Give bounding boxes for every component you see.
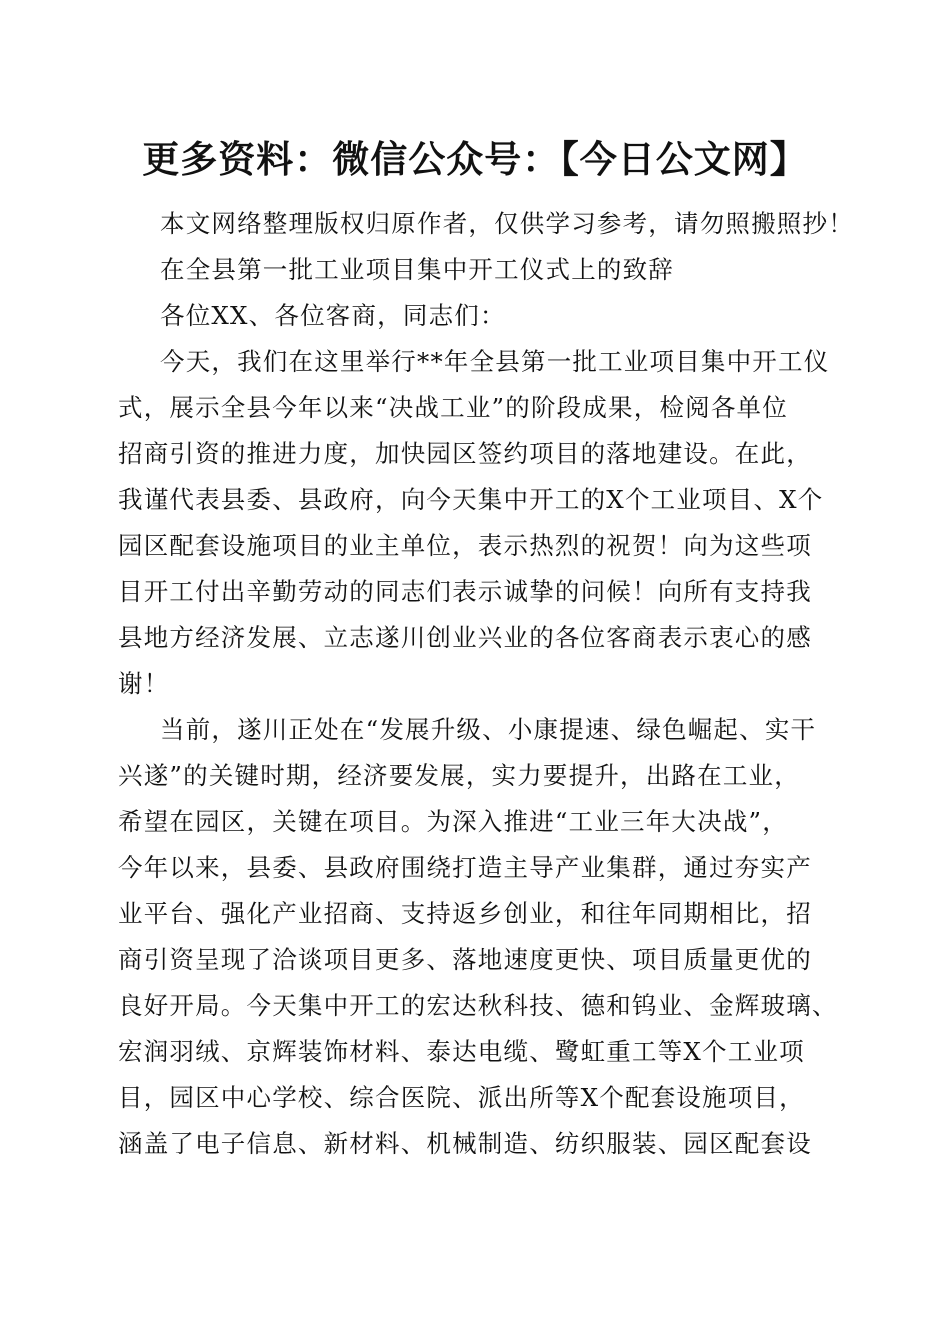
paragraph-line: 我谨代表县委、县政府，向今天集中开工的X个工业项目、X个 — [118, 485, 824, 514]
paragraph-line: 涵盖了电子信息、新材料、机械制造、纺织服装、园区配套设 — [118, 1129, 812, 1158]
paragraph-2 — [118, 707, 838, 1167]
paragraph-1 — [118, 339, 838, 707]
paragraph-line: 宏润羽绒、京辉装饰材料、泰达电缆、鹭虹重工等X个工业项 — [118, 1037, 805, 1066]
paragraph-line: 良好开局。今天集中开工的宏达秋科技、德和钨业、金辉玻璃、 — [118, 991, 838, 1020]
copyright-notice: 本文网络整理版权归原作者，仅供学习参考，请勿照搬照抄！ — [160, 209, 854, 238]
paragraph-line: 式，展示全县今年以来“决战工业”的阶段成果，检阅各单位 — [118, 393, 788, 422]
document-body — [118, 201, 854, 1167]
paragraph-line: 县地方经济发展、立志遂川创业兴业的各位客商表示衷心的感 — [118, 623, 812, 652]
paragraph-line: 兴遂”的关键时期，经济要发展，实力要提升，出路在工业， — [118, 761, 800, 790]
paragraph-line: 希望在园区，关键在项目。为深入推进“工业三年大决战”， — [118, 807, 788, 836]
paragraph-line: 目，园区中心学校、综合医院、派出所等X个配套设施项目， — [118, 1083, 805, 1112]
paragraph-line: 招商引资的推进力度，加快园区签约项目的落地建设。在此， — [118, 439, 812, 468]
page-header-title: 更多资料：微信公众号：【今日公文网】 — [142, 137, 808, 181]
paragraph-line: 谢！ — [118, 669, 170, 698]
paragraph-line: 业平台、强化产业招商、支持返乡创业，和往年同期相比，招 — [118, 899, 812, 928]
paragraph-line: 今天，我们在这里举行**年全县第一批工业项目集中开工仪 — [160, 347, 830, 376]
paragraph-line: 商引资呈现了洽谈项目更多、落地速度更快、项目质量更优的 — [118, 945, 812, 974]
speech-title: 在全县第一批工业项目集中开工仪式上的致辞 — [160, 255, 674, 284]
paragraph-line: 园区配套设施项目的业主单位，表示热烈的祝贺！向为这些项 — [118, 531, 812, 560]
paragraph-line: 目开工付出辛勤劳动的同志们表示诚挚的问候！向所有支持我 — [118, 577, 812, 606]
salutation: 各位XX、各位客商，同志们： — [160, 301, 506, 330]
paragraph-line: 当前，遂川正处在“发展升级、小康提速、绿色崛起、实干 — [160, 715, 817, 744]
paragraph-line: 今年以来，县委、县政府围绕打造主导产业集群，通过夯实产 — [118, 853, 812, 882]
